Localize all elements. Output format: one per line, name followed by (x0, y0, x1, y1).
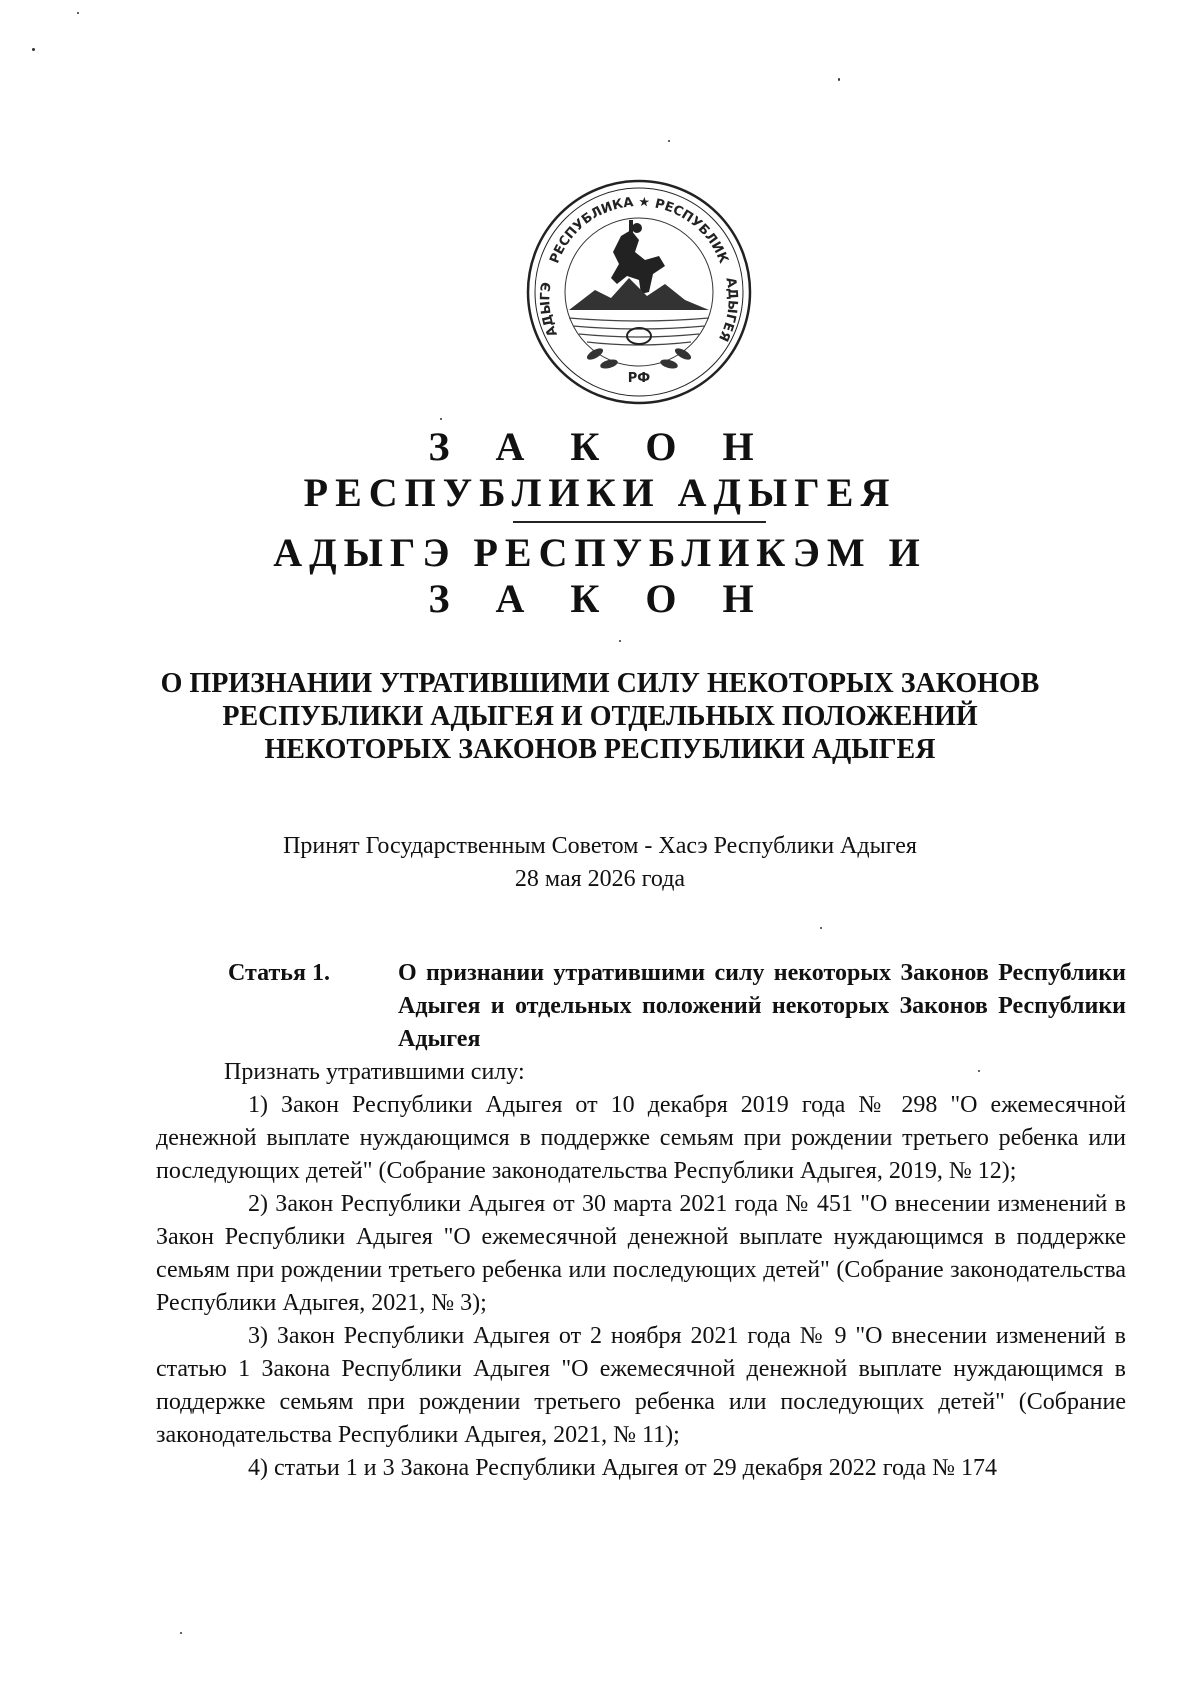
svg-text:АДЫГЭ: АДЫГЭ (538, 281, 561, 339)
law-title-ru-top: З А К О Н (428, 424, 772, 469)
svg-text:АДЫГЕЯ: АДЫГЕЯ (715, 276, 740, 344)
scan-speck (180, 1632, 182, 1634)
svg-text:РФ: РФ (627, 371, 651, 386)
scan-speck (838, 78, 840, 81)
scan-speck (440, 418, 442, 420)
subject-line: О ПРИЗНАНИИ УТРАТИВШИМИ СИЛУ НЕКОТОРЫХ ЗАКОНОВ (160, 668, 1040, 699)
law-title-ady-republic: АДЫГЭ РЕСПУБЛИКЭМ И (273, 530, 927, 575)
scan-speck (668, 140, 670, 142)
law-title-ady-bottom: З А К О Н (428, 576, 772, 621)
list-item: 1) Закон Республики Адыгея от 10 декабря 2019 года № 298 "О ежемесячной денежной выплате нуждающимся в поддержке семьям при рождении третьего ребенка или последующих детей" (Собрание законодательства Республики Адыгея, 2019, № 12); (156, 1092, 1126, 1184)
title-divider (513, 521, 766, 523)
scan-speck (820, 927, 822, 929)
article-intro: Признать утратившими силу: (224, 1059, 525, 1085)
scan-speck (619, 640, 621, 642)
law-subject (120, 667, 1080, 766)
adoption-note (0, 830, 1200, 896)
svg-text:РЕСПУБЛИКА ★ РЕСПУБЛИК: РЕСПУБЛИКА ★ РЕСПУБЛИК (547, 194, 731, 266)
article-1-body (156, 1056, 1126, 1485)
list-item: 3) Закон Республики Адыгея от 2 ноября 2021 года № 9 "О внесении изменений в статью 1 Закона Республики Адыгея "О ежемесячной денежной выплате нуждающимся в поддержке семьям при рождении третьего ребенка или последующих детей" (Собрание законодательства Республики Адыгея, 2021, № 11); (156, 1323, 1126, 1448)
adoption-body: Принят Государственным Советом - Хасэ Республики Адыгея (283, 833, 917, 859)
scan-speck (978, 1070, 980, 1072)
article-number: Статья 1. (228, 960, 330, 986)
law-title-ru-republic: РЕСПУБЛИКИ АДЫГЕЯ (303, 470, 897, 515)
scan-speck (32, 48, 35, 51)
list-item: 4) статьи 1 и 3 Закона Республики Адыгея от 29 декабря 2022 года № 174 (248, 1455, 998, 1481)
article-1-heading (156, 957, 1126, 1056)
list-item: 2) Закон Республики Адыгея от 30 марта 2021 года № 451 "О внесении изменений в Закон Республики Адыгея "О ежемесячной денежной выплате нуждающимся в поддержке семьям при рождении третьего ребенка или последующих детей" (Собрание законодательства Республики Адыгея, 2021, № 3); (156, 1191, 1126, 1316)
subject-line: НЕКОТОРЫХ ЗАКОНОВ РЕСПУБЛИКИ АДЫГЕЯ (264, 734, 936, 765)
article-title: О признании утратившими силу некоторых Законов Республики Адыгея и отдельных положений некоторых Законов Республики Адыгея (398, 960, 1126, 1052)
subject-line: РЕСПУБЛИКИ АДЫГЕЯ И ОТДЕЛЬНЫХ ПОЛОЖЕНИЙ (222, 701, 978, 732)
emblem-seal-icon (525, 178, 753, 406)
scan-speck (77, 12, 79, 14)
adoption-date: 28 мая 2026 года (514, 866, 686, 892)
